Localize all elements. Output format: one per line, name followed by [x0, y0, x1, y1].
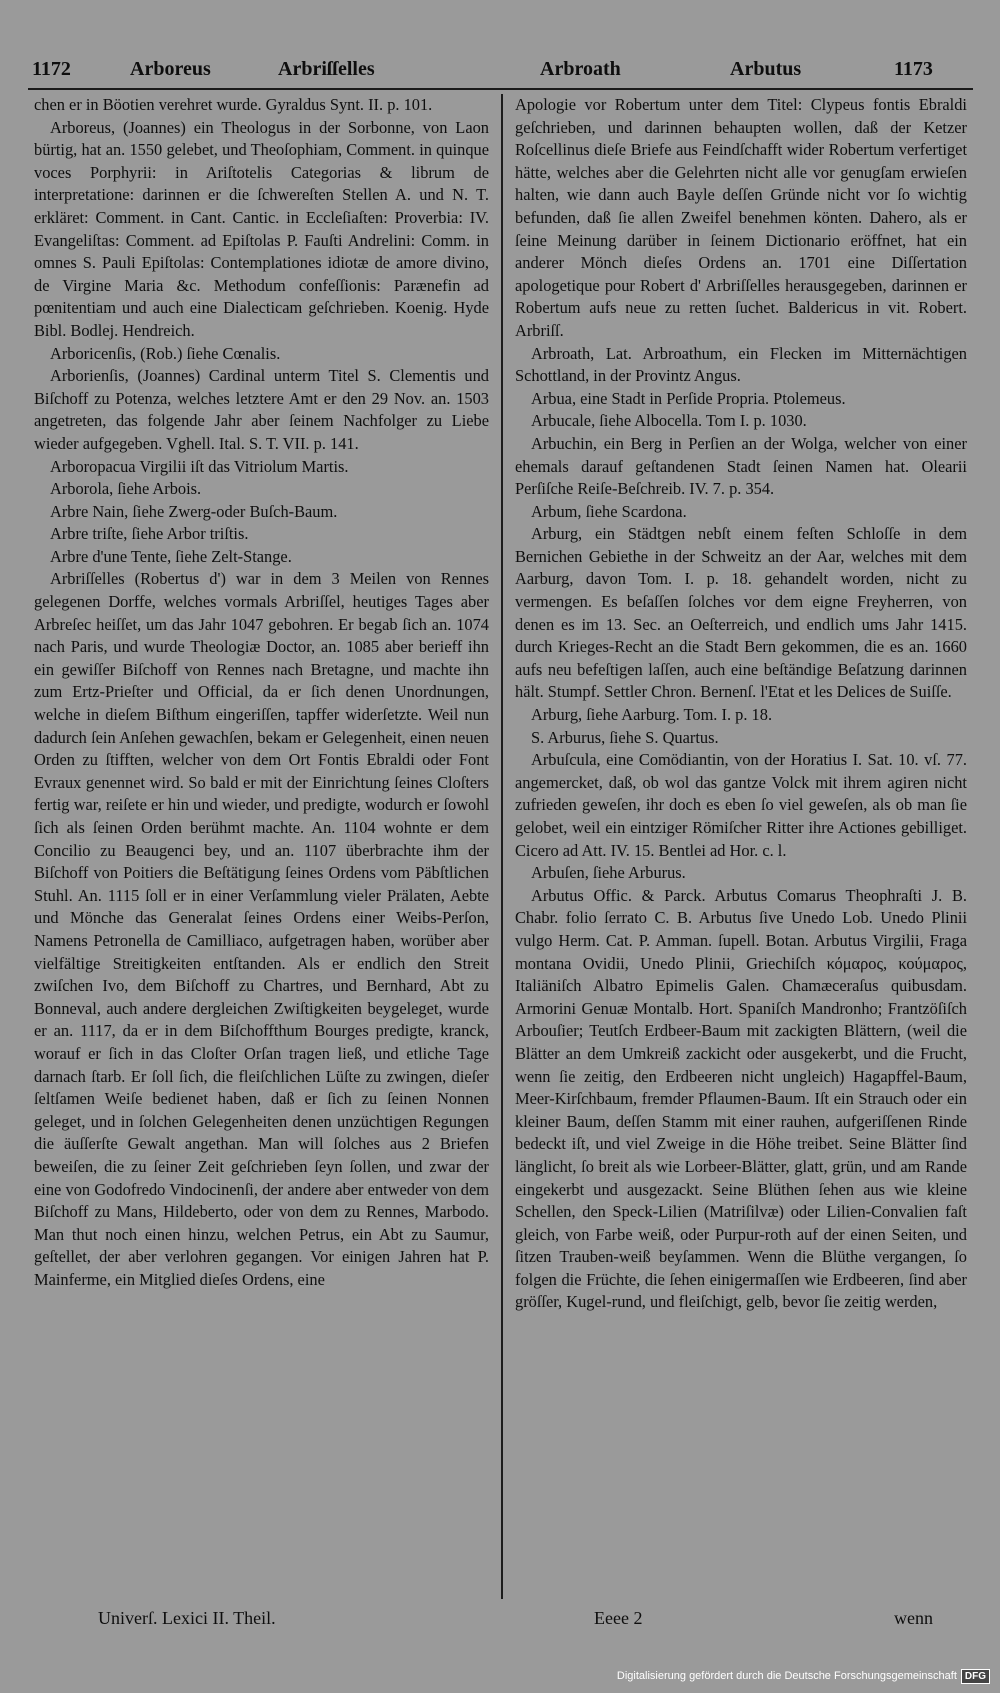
article-entry: Arbriſſelles (Robertus d') war in dem 3 Meilen von Rennes gelegenen Dorffe, welches vormals Arbriſſel, heutiges Tages aber Arbreſec heiſſet, um das Jahr 1047 gebohren. Er begab ſich an. 1074 nach Paris, und wurde Theologiæ Doctor, an. 1085 aber berieff ihn ein gewiſſer Biſchoff von Rennes nach Bretagne, und machte ihn zum Ertz-Prieſter und Official, da er ſich denen Unordnungen, welche in dieſem Biſthum eingeriſſen, tapffer widerſetzte. Weil nun dadurch ſein Anſehen gewachſen, bekam er Gelegenheit, einen neuen Orden zu ſtifften, welcher von dem Ort Fontis Ebraldi oder Font Evraux genennet wird. So bald er mit der Einrichtung ſeines Cloſters fertig war, reiſete er hin und wieder, und predigte, wodurch er ſowohl ſich als ſeinen Orden berühmt machte. An. 1104 wohnte er dem Concilio zu Beaugenci bey, und an. 1107 überbrachte ihm der Biſchoff von Poitiers die Beſtätigung ſeines Ordens vom Päbſtlichen Stuhl. An. 1115 ſoll er in einer Verſammlung vieler Prälaten, Aebte und Mönche das Generalat ſeines Ordens einer Weibs-Perſon, Namens Petronella de Camilliaco, aufgetragen haben, worüber aber vielfältige Streitigkeiten entſtanden. Als er endlich den Streit zwiſchen Ivo, dem Biſchoff zu Chartres, und Bernhard, Abt zu Bonneval, auch andere dergleichen Zwiſtigkeiten beygeleget, wurde er an. 1117, da er in dem Biſchoffthum Bourges predigte, kranck, worauf er ſich in das Cloſter Orſan tragen ließ, und etliche Tage darnach ſtarb. Er ſoll ſich, die fleiſchlichen Lüſte zu zwingen, dieſer ſeltſamen Weiſe bedienet haben, daß er ſich zu ſeinen Nonnen geleget, und in ſolchen Gelegenheiten denen unzüchtigen Regungen die äuſſerſte Gewalt angethan. Man will ſolches aus 2 Briefen beweiſen, die zu ſeiner Zeit geſchrieben ſeyn ſollen, und zwar der eine von Godofredo Vindocinenſi, der andere aber entweder von dem Biſchoff zu Mans, Hildeberto, oder von dem zu Rennes, Marbodo. Man thut noch einen hinzu, welchen Petrus, ein Abt zu Saumur, geſtellet, der aber verlohren gegangen. Vor einigen Jahren hat P. Mainferme, ein Mitglied dieſes Ordens, eine: [34, 569, 489, 1289]
left-header-word-2: Arbriſſelles: [278, 58, 375, 80]
page-footer: [28, 1604, 973, 1644]
catchword: wenn: [894, 1608, 933, 1628]
article-entry: Arbucale, ſiehe Albocella. Tom I. p. 1030.: [531, 411, 807, 431]
right-text-column: [515, 94, 967, 1599]
article-entry: chen er in Böotien verehret wurde. Gyraldus Synt. II. p. 101.: [34, 95, 433, 114]
article-entry: Arboricenſis, (Rob.) ſiehe Cœnalis.: [50, 343, 281, 363]
article-entry: Arbuſcula, eine Comödiantin, von der Horatius I. Sat. 10. vſ. 77. angemercket, daß, ob wol das gantze Volck mit ihrem agiren nicht zufrieden geweſen, ihr doch es eben ſo viel geweſen, als ob man ſie gelobet, weil ein eintziger Römiſcher Ritter ihre Actiones gebilliget. Cicero ad Att. IV. 15. Bentlei ad Hor. c. l.: [515, 750, 967, 860]
article-entry: Arbroath, Lat. Arbroathum, ein Flecken im Mitternächtigen Schottland, in der Provintz Angus.: [515, 343, 967, 386]
left-header-word-1: Arboreus: [130, 58, 211, 80]
left-page-number: 1172: [32, 58, 71, 80]
article-entry: Arbre d'une Tente, ſiehe Zelt-Stange.: [50, 546, 292, 566]
right-header-word-2: Arbutus: [730, 58, 802, 80]
article-entry: Arbum, ſiehe Scardona.: [531, 501, 687, 521]
article-entry: Arbutus Offic. & Parck. Arbutus Comarus Theophraſti J. B. Chabr. folio ſerrato C. B. Arbutus ſive Unedo Lob. Unedo Plinii vulgo Herm. Cat. P. Amman. ſupell. Botan. Arbutus Virgilii, Fraga montana Ovidii, Unedo Plinii, Griechiſch κόμαρος, κούμαρος, Italiäniſch Albatro Epimelis Galen. Chamæceraſus quibusdam. Armorini Genuæ Montalb. Hort. Spaniſch Mandronho; Frantzöſiſch Arbouſier; Teutſch Erdbeer-Baum mit zackigten Blättern, (weil die Blätter an dem Umkreiß zackicht oder ausgekerbt, und die Frucht, wenn ſie zeitig, den Erdbeeren nicht ungleich) Hagapffel-Baum, Meer-Kirſchbaum, fremder Pflaumen-Baum. Iſt ein Strauch oder ein kleiner Baum, deſſen Stamm mit einer rauhen, aufgeriſſenen Rinde bedeckt iſt, und viel Zweige in die Höhe treibet. Seine Blätter ſind länglicht, ſo breit als wie Lorbeer-Blätter, glatt, grün, und am Rande eingekerbt und ausgezackt. Seine Blüthen ſehen aus wie kleine Schellen, den Speck-Lilien (Matriſilvæ) oder Lilien-Convalien faſt gleich, von Farbe weiß, oder Purpur-roth auf der einen Seiten, und ſitzen Trauben-weiß beyſammen. Wenn die Blüthe vergangen, ſo folgen die Früchte, die ſehen einigermaſſen wie Erdbeeren, ſind aber gröſſer, Kugel-rund, und fleiſchigt, gelb, bevor ſie zeitig werden,: [515, 885, 967, 1312]
running-header: [28, 52, 973, 88]
digitization-credit: [617, 1667, 990, 1685]
left-text-column: [34, 94, 489, 1599]
article-entry: Arbua, eine Stadt in Perſide Propria. Ptolemeus.: [531, 388, 846, 408]
credit-text: Digitalisierung gefördert durch die Deutsche Forschungsgemeinschaft: [616, 1670, 957, 1682]
article-entry: Arbuchin, ein Berg in Perſien an der Wolga, welcher von einer ehemals darauf geſtandenen Stadt ſeinen Namen hat. Olearii Perſiſche Reiſe-Beſchreib. IV. 7. p. 354.: [515, 433, 967, 499]
article-entry: Arbuſen, ſiehe Arburus.: [531, 863, 686, 883]
article-entry: Apologie vor Robertum unter dem Titel: Clypeus fontis Ebraldi geſchrieben, und darinnen behaupten wollen, daß der Ketzer Roſcellinus dieſe Briefe aus Feindſchafft wider Robertum verfertiget hätte, welches aber die Gelehrten nicht alle vor genugſam erwieſen halten, wie dann auch Bayle deſſen Gründe nicht vor ſo wichtig befunden, daß ſie allen Zweifel benehmen könten. Dahero, als er ſeine Meinung darüber in ſeinem Dictionario eröffnet, hat ein anderer Mönch dieſes Ordens an. 1701 eine Diſſertation apologetique pour Robert d' Arbriſſelles herausgegeben, darinnen er Robertum aufs neue zu retten ſuchet. Baldericus in vit. Robert. Arbriſſ.: [515, 95, 967, 340]
article-entry: Arburg, ein Städtgen nebſt einem feſten Schloſſe in dem Bernichen Gebiethe in der Schweitz an der Aar, welches mit dem Aarburg, davon Tom. I. p. 18. gehandelt worden, nicht zu vermengen. Es beſaſſen ſolches vor dem eigne Freyherren, von denen es im 13. Sec. an Oeſterreich, und endlich ums Jahr 1415. durch Krieges-Recht an die Stadt Bern gekommen, die es an. 1660 aufs neu befeſtigen laſſen, auch eine beſtändige Beſatzung darinnen hält. Stumpf. Settler Chron. Bernenſ. l'Etat et les Delices de Suiſſe.: [515, 524, 967, 702]
article-entry: Arborola, ſiehe Arbois.: [50, 479, 202, 499]
article-entry: Arboropacua Virgilii iſt das Vitriolum Martis.: [50, 456, 349, 476]
article-entry: S. Arburus, ſiehe S. Quartus.: [531, 727, 719, 747]
book-page: [28, 52, 973, 1648]
article-entry: Arbre triſte, ſiehe Arbor triſtis.: [50, 524, 249, 544]
header-rule: [28, 88, 973, 90]
article-entry: Arburg, ſiehe Aarburg. Tom. I. p. 18.: [531, 705, 773, 725]
volume-signature: Univerſ. Lexici II. Theil.: [98, 1608, 276, 1628]
article-entry: Arboreus, (Joannes) ein Theologus in der Sorbonne, von Laon bürtig, hat an. 1550 gelebet, und Theoſophiam, Comment. in quinque voces Porphyrii: in Ariſtotelis Categorias & librum de interpretatione: darinnen er die ſchwereſten Stellen A. und N. T. erkläret: Comment. in Cant. Cantic. in Eccleſiaſten: Proverbia: IV. Evangeliſtas: Comment. ad Epiſtolas P. Fauſti Andrelini: Comm. in omnes S. Pauli Epiſtolas: Contemplationes idiotæ de amore divino, de Virgine Maria &c. Methodum confeſſionis: Parænefin ad pœnitentiam und auch eine Dialecticam geſchrieben. Koenig. Hyde Bibl. Bodlej. Hendreich.: [34, 117, 489, 340]
right-page-number: 1173: [894, 58, 933, 80]
article-entry: Arborienſis, (Joannes) Cardinal unterm Titel S. Clementis und Biſchoff zu Potenza, welches letztere Amt er den 29 Nov. an. 1503 angetreten, das folgende Jahr aber ſeinem Nachfolger zu Liebe wieder aufgegeben. Vghell. Ital. S. T. VII. p. 141.: [34, 366, 489, 453]
right-header-word-1: Arbroath: [540, 58, 621, 80]
column-divider: [501, 94, 503, 1599]
article-entry: Arbre Nain, ſiehe Zwerg-oder Buſch-Baum.: [50, 501, 338, 521]
dfg-logo: DFG: [961, 1669, 990, 1684]
sheet-mark: Eeee 2: [594, 1608, 643, 1628]
